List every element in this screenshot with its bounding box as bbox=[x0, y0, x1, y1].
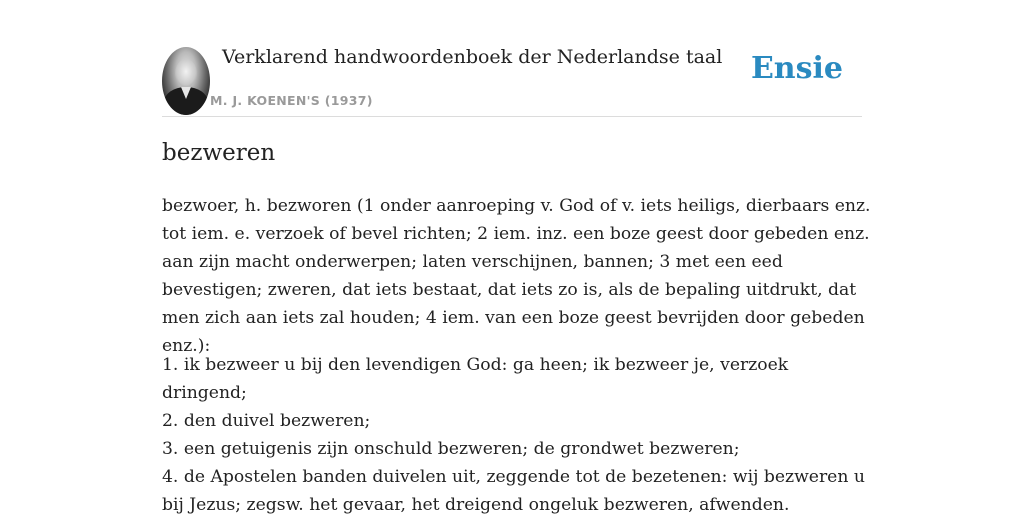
dictionary-author: M. J. KOENEN'S (1937) bbox=[210, 93, 373, 108]
entry-examples bbox=[162, 351, 874, 519]
author-portrait bbox=[162, 47, 210, 115]
dictionary-title-link[interactable]: Verklarend handwoordenboek der Nederlandse taal bbox=[222, 46, 723, 68]
example-item: 4. de Apostelen banden duivelen uit, zeggende tot de bezetenen: wij bezweren u bij Jezus; zegsw. het gevaar, het dreigend ongeluk bezweren, afwenden. bbox=[162, 467, 865, 515]
page-content bbox=[162, 0, 871, 515]
example-item: 2. den duivel bezweren; bbox=[162, 411, 371, 431]
example-item: 3. een getuigenis zijn onschuld bezweren; de grondwet bezweren; bbox=[162, 439, 740, 459]
ensie-logo-link[interactable]: Ensie bbox=[750, 51, 843, 86]
portrait-face bbox=[175, 59, 197, 87]
entry-headword: bezweren bbox=[162, 140, 276, 166]
entry-definition: bezwoer, h. bezworen (1 onder aanroeping v. God of v. iets heiligs, dierbaars enz. tot iem. e. verzoek of bevel richten; 2 iem. inz. een boze geest door gebeden enz. aan zijn macht onderwerpen; laten verschijnen, bannen; 3 met een eed bevestigen; zweren, dat iets bestaat, dat iets zo is, als de bepaling uitdrukt, dat men zich aan iets zal houden; 4 iem. van een boze geest bevrijden door gebeden enz.): bbox=[162, 196, 871, 356]
dictionary-header bbox=[162, 0, 862, 117]
example-item: 1. ik bezweer u bij den levendigen God: ga heen; ik bezweer je, verzoek dringend; bbox=[162, 355, 789, 403]
